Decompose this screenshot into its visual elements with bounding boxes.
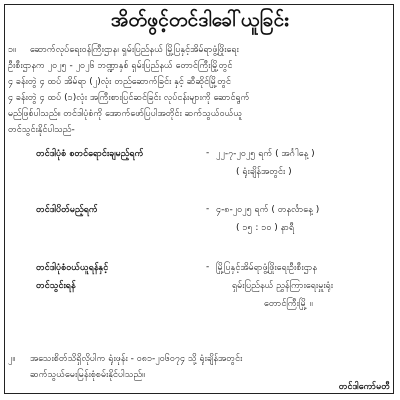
sale-date-note: ( ရုံးချိန်အတွင်း ) — [236, 167, 292, 177]
close-time-value: ( ၁၅ : ၁၀ ) နာရီ — [236, 223, 295, 233]
intro-line — [8, 42, 392, 58]
sale-date-value: ၂၂-၇-၂၀၂၅ ရက် ( အင်္ဂါနေ့ ) — [216, 149, 315, 159]
purchase-location-label: တင်ဒါပုံစံဝယ်ယူရန်နှင့် — [36, 263, 109, 273]
separator: - — [206, 262, 210, 272]
closing-paragraph — [8, 351, 392, 383]
intro-line-text: ဆောက်လုပ်ရေးဝန်ကြီးဌာန၊ ရှမ်းပြည်နယ် မြို့ပြနှင့်အိမ်ရာဖွံ့ဖြိုးရေး — [30, 45, 239, 55]
close-date-value: ၄-၈-၂၀၂၅ ရက် ( တနင်္လာနေ့ ) — [216, 205, 320, 215]
signature: တင်ဒါကော်မတီ — [338, 382, 390, 392]
office-department: ရှမ်းပြည်နယ် ညွှန်ကြားရေးမှူးရုံး — [232, 281, 334, 291]
notice-title: အိတ်ဖွင့်တင်ဒါခေါ်ယူခြင်း — [110, 9, 290, 31]
intro-line: ၄ ခန်းတွဲ ၄ ထပ် (၁)လုံး အကြီးစားပြင်ဆင်ခြင်း လုပ်ငန်းများကို ဆောင်ရွက် — [8, 93, 250, 103]
intro-line: မည်ဖြစ်ပါသည်။ တင်ဒါပုံစံကို အောက်ဖော်ပြပါအတိုင်း ဆက်သွယ်ဝယ်ယူ — [8, 109, 243, 119]
sale-date-label: တင်ဒါပုံစံ စတင်ရောင်းချမည့်ရက် — [36, 149, 144, 159]
separator: - — [206, 204, 210, 214]
purchase-location-label-2: တင်သွင်းရန် — [36, 281, 76, 291]
intro-line: တင်သွင်းနိုင်ပါသည်- — [8, 125, 75, 135]
intro-number: ၁။ — [8, 45, 16, 55]
intro-paragraph — [8, 42, 392, 138]
separator: - — [206, 148, 210, 158]
office-name: မြို့ပြနှင့်အိမ်ရာဖွံ့ဖြိုးရေးဦးစီးဌာန — [216, 263, 317, 273]
closing-line-text: အသေးစိတ်သိရှိလိုပါက ရုံးဖုန်း - ၀၈၁-၂၀၆၀၇၄ သို့ ရုံးချိန်အတွင်း — [30, 354, 243, 364]
closing-number: ၂။ — [8, 354, 16, 364]
closing-line: ဆက်သွယ်မေးမြန်းစုံစမ်းနိုင်ပါသည်။ — [30, 370, 145, 380]
closing-line — [8, 351, 392, 367]
intro-line: ဦးစီးဌာနက ၂၀၂၅ - ၂၀၂၆ ဘဏ္ဍာနှစ် ရှမ်းပြည်နယ် တောင်ကြီးမြို့တွင် — [8, 61, 233, 71]
close-date-label: တင်ဒါပိတ်မည့်ရက် — [36, 205, 98, 215]
intro-line: ၄ ခန်းတွဲ ၄ ထပ် အိမ်ရာ (၂)လုံး တည်ဆောက်ခြင်း နှင့် ဆီဆိုင်မြို့တွင် — [8, 77, 231, 87]
office-city: တောင်ကြီးမြို့ ။ — [264, 299, 313, 309]
